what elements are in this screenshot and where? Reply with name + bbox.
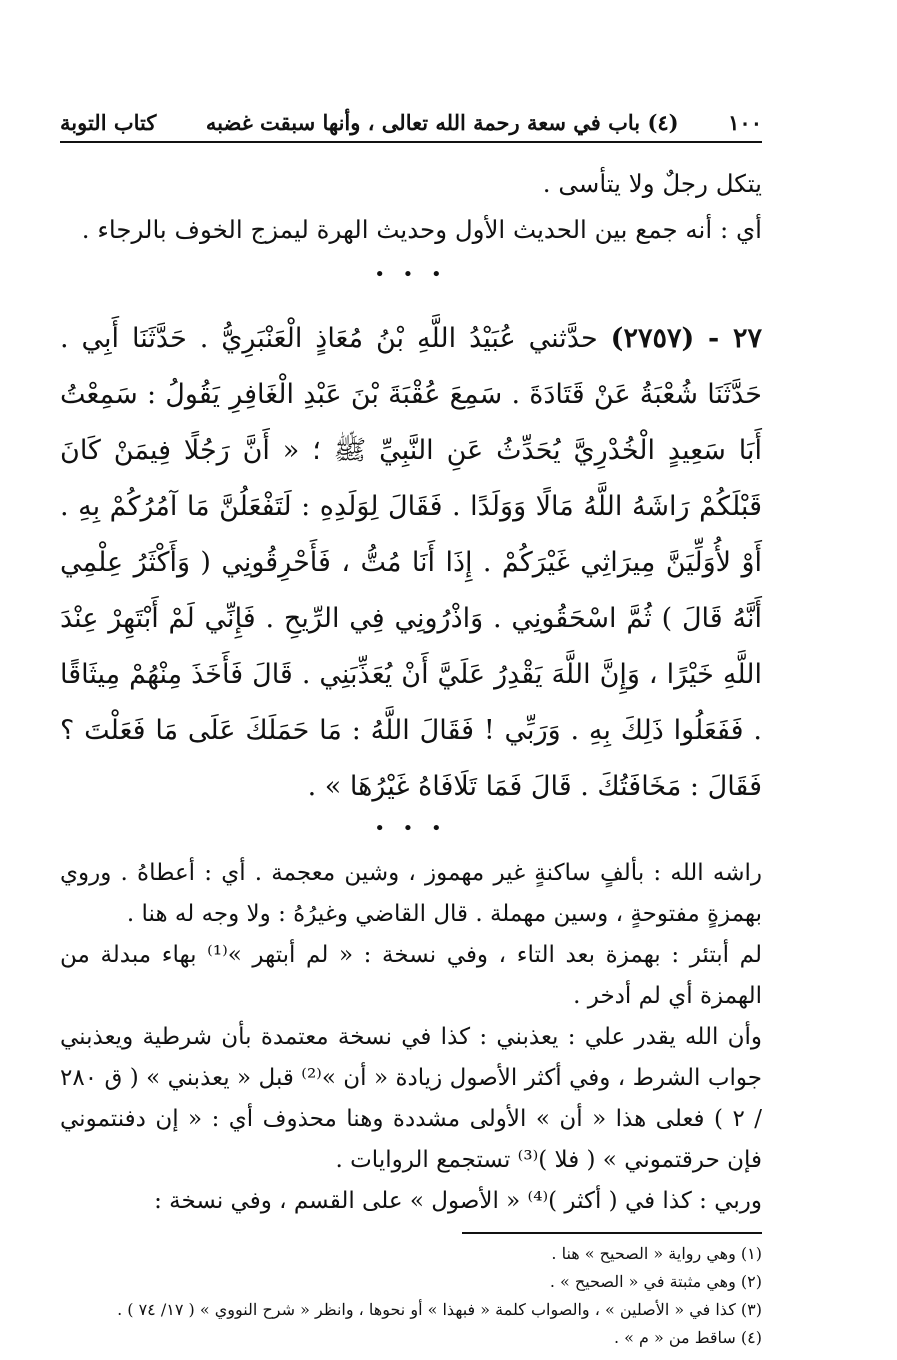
footnotes	[60, 1240, 762, 1352]
chapter-title: (٤) باب في سعة رحمة الله تعالى ، وأنها سبقت غضبه	[205, 110, 679, 135]
commentary-paragraph: راشه الله : بألفٍ ساكنةٍ غير مهموز ، وشين معجمة . أي : أعطاهُ . وروي بهمزةٍ مفتوحةٍ ، وسين مهملة . قال القاضي وغيرُهُ : ولا وجه له هنا .	[60, 860, 762, 927]
footnote: (٢) وهي مثبتة في « الصحيح » .	[549, 1272, 762, 1291]
hadith-text: حدَّثني عُبَيْدُ اللَّهِ بْنُ مُعَاذٍ الْعَنْبَرِيُّ . حَدَّثَنَا أَبِي . حَدَّثَنَا شُعْبَةُ عَنْ قَتَادَةَ . سَمِعَ عُقْبَةَ بْنَ عَبْدِ الْغَافِرِ يَقُولُ : سَمِعْتُ أَبَا سَعِيدٍ الْخُدْرِيَّ يُحَدِّثُ عَنِ النَّبِيِّ ﷺ ؛ « أَنَّ رَجُلًا فِيمَنْ كَانَ قَبْلَكُمْ رَاشَهُ اللَّهُ مَالًا وَوَلَدًا . فَقَالَ لِوَلَدِهِ : لَتَفْعَلُنَّ مَا آمُرُكُمْ بِهِ . أَوْ لأُوَلِّيَنَّ مِيرَاثِي غَيْرَكُمْ . إِذَا أَنَا مُتُّ ، فَأَحْرِقُونِي ( وَأَكْثَرُ عِلْمِي أَنَّهُ قَالَ ) ثُمَّ اسْحَقُونِي . وَاذْرُونِي فِي الرِّيحِ . فَإِنِّي لَمْ أَبْتَهِرْ عِنْدَ اللَّهِ خَيْرًا ، وَإِنَّ اللَّهَ يَقْدِرُ عَلَيَّ أَنْ يُعَذِّبَنِي . قَالَ فَأَخَذَ مِنْهُمْ مِيثَاقًا . فَفَعَلُوا ذَلِكَ بِهِ . وَرَبِّي ! فَقَالَ اللَّهُ : مَا حَمَلَكَ عَلَى مَا فَعَلْتَ ؟ فَقَالَ : مَخَافَتُكَ . قَالَ فَمَا تَلَافَاهُ غَيْرُهَا » .	[60, 323, 762, 802]
footnote: (١) وهي رواية « الصحيح » هنا .	[551, 1244, 762, 1263]
commentary-paragraph: وأن الله يقدر علي : يعذبني : كذا في نسخة معتمدة بأن شرطية ويعذبني جواب الشرط ، وفي أكثر الأصول زيادة « أن »⁽²⁾ قبل « يعذبني » ( ق ٢٨٠ / ٢ ) فعلى هذا « أن » الأولى مشددة وهنا محذوف أي : « إن دفنتموني فإن حرقتموني » ( فلا )⁽³⁾ تستجمع الروايات .	[60, 1024, 763, 1173]
running-header	[60, 110, 762, 143]
book-title: كتاب التوبة	[60, 110, 157, 135]
footnote-divider	[462, 1232, 762, 1234]
hadith-block	[60, 311, 762, 815]
commentary-paragraph: وربي : كذا في ( أكثر )⁽⁴⁾ « الأصول » على القسم ، وفي نسخة :	[154, 1188, 762, 1214]
footnote: (٣) كذا في « الأصلين » ، والصواب كلمة « فبهذا » أو نحوها ، وانظر « شرح النووي » ( ١٧/ ٧٤ ) .	[117, 1300, 762, 1319]
hadith-number: ٢٧ - (٢٧٥٧)	[610, 323, 762, 354]
intro-text	[60, 161, 762, 253]
book-page	[60, 110, 762, 1352]
footnote: (٤) ساقط من « م » .	[613, 1328, 762, 1347]
commentary-paragraph: لم أبتئر : بهمزة بعد التاء ، وفي نسخة : « لم أبتهر »⁽¹⁾ بهاء مبدلة من الهمزة أي لم أدخر .	[60, 942, 762, 1009]
intro-line: يتكل رجلٌ ولا يتأسى .	[542, 169, 762, 198]
page-number: ١٠٠	[728, 110, 762, 135]
section-separator: • • •	[374, 264, 448, 285]
commentary	[60, 853, 762, 1222]
intro-line: أي : أنه جمع بين الحديث الأول وحديث الهرة ليمزج الخوف بالرجاء .	[81, 215, 762, 244]
section-separator: • • •	[374, 818, 448, 839]
